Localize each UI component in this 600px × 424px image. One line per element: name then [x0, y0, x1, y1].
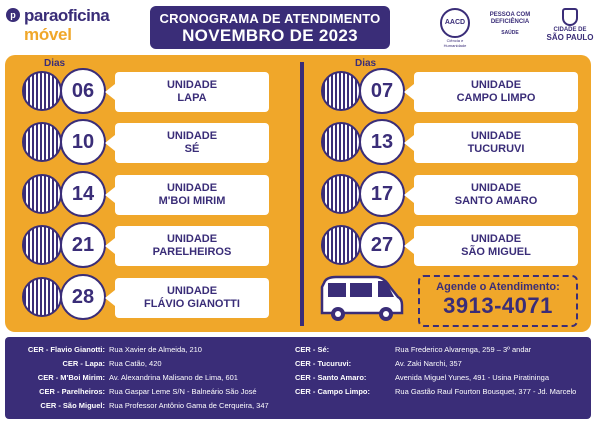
unit-box — [414, 72, 578, 112]
unit-box — [414, 226, 578, 266]
unit-name: CAMPO LIMPO — [456, 92, 536, 104]
schedule-row — [321, 68, 583, 116]
schedule-row — [321, 222, 583, 270]
stripe-circle-icon — [22, 122, 62, 162]
unit-label: UNIDADE — [470, 79, 522, 91]
unit-label: UNIDADE — [470, 130, 522, 142]
page-title — [150, 6, 390, 49]
unit-box — [115, 226, 269, 266]
schedule-row — [22, 171, 282, 219]
schedule-row — [22, 119, 282, 167]
unit-name: FLÁVIO GIANOTTI — [144, 298, 240, 310]
unit-name: PARELHEIROS — [152, 246, 232, 258]
address-name: CER - Parelheiros: — [39, 387, 105, 396]
stripe-circle-icon — [22, 71, 62, 111]
day-number: 21 — [60, 222, 106, 268]
unit-name: SANTO AMARO — [454, 195, 538, 207]
address-text: Av. Zaki Narchi, 357 — [395, 359, 462, 368]
contact-label: Agende o Atendimento: — [436, 281, 560, 293]
title-line-2: NOVEMBRO DE 2023 — [182, 26, 358, 45]
stripe-circle-icon — [321, 122, 361, 162]
day-number: 07 — [359, 68, 405, 114]
address-name: CER - M'Boi Mirim: — [37, 373, 105, 382]
unit-box — [115, 123, 269, 163]
address-name: CER - Tucuruvi: — [295, 359, 352, 368]
unit-name: M'BOI MIRIM — [158, 195, 226, 207]
stripe-circle-icon — [321, 71, 361, 111]
address-name: CER - Lapa: — [62, 359, 105, 368]
address-text: Rua Frederico Alvarenga, 259 – 3º andar — [395, 345, 532, 354]
unit-label: UNIDADE — [470, 182, 522, 194]
unit-label: UNIDADE — [166, 233, 218, 245]
paraoficina-logo — [6, 8, 126, 52]
schedule-row — [321, 171, 583, 219]
address-name: CER - Campo Limpo: — [295, 387, 370, 396]
day-number: 17 — [359, 171, 405, 217]
unit-name: SÉ — [184, 143, 200, 155]
stripe-circle-icon — [22, 225, 62, 265]
address-name: CER - Flavio Gianotti: — [27, 345, 105, 354]
pcd-logo-text: PESSOA COM DEFICIÊNCIA — [489, 12, 531, 25]
day-number: 13 — [359, 119, 405, 165]
dias-label-right: Dias — [355, 58, 377, 69]
stripe-circle-icon — [321, 174, 361, 214]
address-name: CER - Sé: — [295, 345, 330, 354]
aacd-logo — [436, 8, 474, 46]
pcd-logo — [480, 12, 540, 37]
city-logo-line-1: CIDADE DE — [553, 27, 587, 33]
unit-label: UNIDADE — [166, 182, 218, 194]
address-text: Rua Catão, 420 — [109, 359, 162, 368]
unit-box — [115, 72, 269, 112]
city-logo — [544, 8, 596, 42]
day-number: 28 — [60, 274, 106, 320]
unit-label: UNIDADE — [166, 130, 218, 142]
unit-name: TUCURUVI — [467, 143, 525, 155]
schedule-row — [22, 222, 282, 270]
unit-name: LAPA — [177, 92, 207, 104]
logo-mark-icon: p — [6, 8, 20, 22]
stripe-circle-icon — [22, 277, 62, 317]
unit-box — [115, 278, 269, 318]
unit-label: UNIDADE — [166, 285, 218, 297]
aacd-logo-mark: AACD — [440, 8, 470, 38]
day-number: 14 — [60, 171, 106, 217]
address-name: CER - São Miguel: — [40, 401, 105, 410]
logo-text-bottom: móvel — [24, 25, 72, 44]
address-text: Rua Xavier de Almeida, 210 — [109, 345, 202, 354]
address-footer — [5, 337, 591, 419]
schedule-row — [321, 119, 583, 167]
unit-label: UNIDADE — [470, 233, 522, 245]
title-line-1: CRONOGRAMA DE ATENDIMENTO — [159, 11, 381, 26]
day-number: 10 — [60, 119, 106, 165]
unit-box — [115, 175, 269, 215]
address-text: Rua Gastão Raul Fourton Bousquet, 377 - Jd. Marcelo — [395, 387, 577, 396]
van-icon — [318, 273, 406, 325]
unit-label: UNIDADE — [166, 79, 218, 91]
stripe-circle-icon — [22, 174, 62, 214]
address-text: Avenida Miguel Yunes, 491 - Usina Piratininga — [395, 373, 549, 382]
aacd-logo-subtitle: Ciência e Humanidade — [443, 38, 467, 48]
pcd-logo-subtitle: SAÚDE — [501, 30, 519, 36]
address-text: Rua Professor Antônio Gama de Cerqueira, 347 — [109, 401, 269, 410]
unit-name: SÃO MIGUEL — [461, 246, 531, 258]
address-name: CER - Santo Amaro: — [295, 373, 367, 382]
contact-box — [418, 275, 578, 327]
stripe-circle-icon — [321, 225, 361, 265]
unit-box — [414, 123, 578, 163]
city-logo-line-2: SÃO PAULO — [546, 33, 594, 42]
city-crest-icon — [562, 8, 578, 26]
logo-text-top: paraoficina — [24, 6, 110, 25]
partner-logos — [436, 8, 596, 48]
schedule-row — [22, 68, 282, 116]
address-text: Rua Gaspar Leme S/N - Balneário São José — [109, 387, 257, 396]
address-text: Av. Alexandrina Malisano de Lima, 601 — [109, 373, 238, 382]
day-number: 06 — [60, 68, 106, 114]
unit-box — [414, 175, 578, 215]
schedule-row — [22, 274, 282, 322]
contact-phone: 3913-4071 — [443, 293, 553, 318]
panel-divider — [300, 62, 304, 326]
dias-label-left: Dias — [44, 58, 66, 69]
day-number: 27 — [359, 222, 405, 268]
